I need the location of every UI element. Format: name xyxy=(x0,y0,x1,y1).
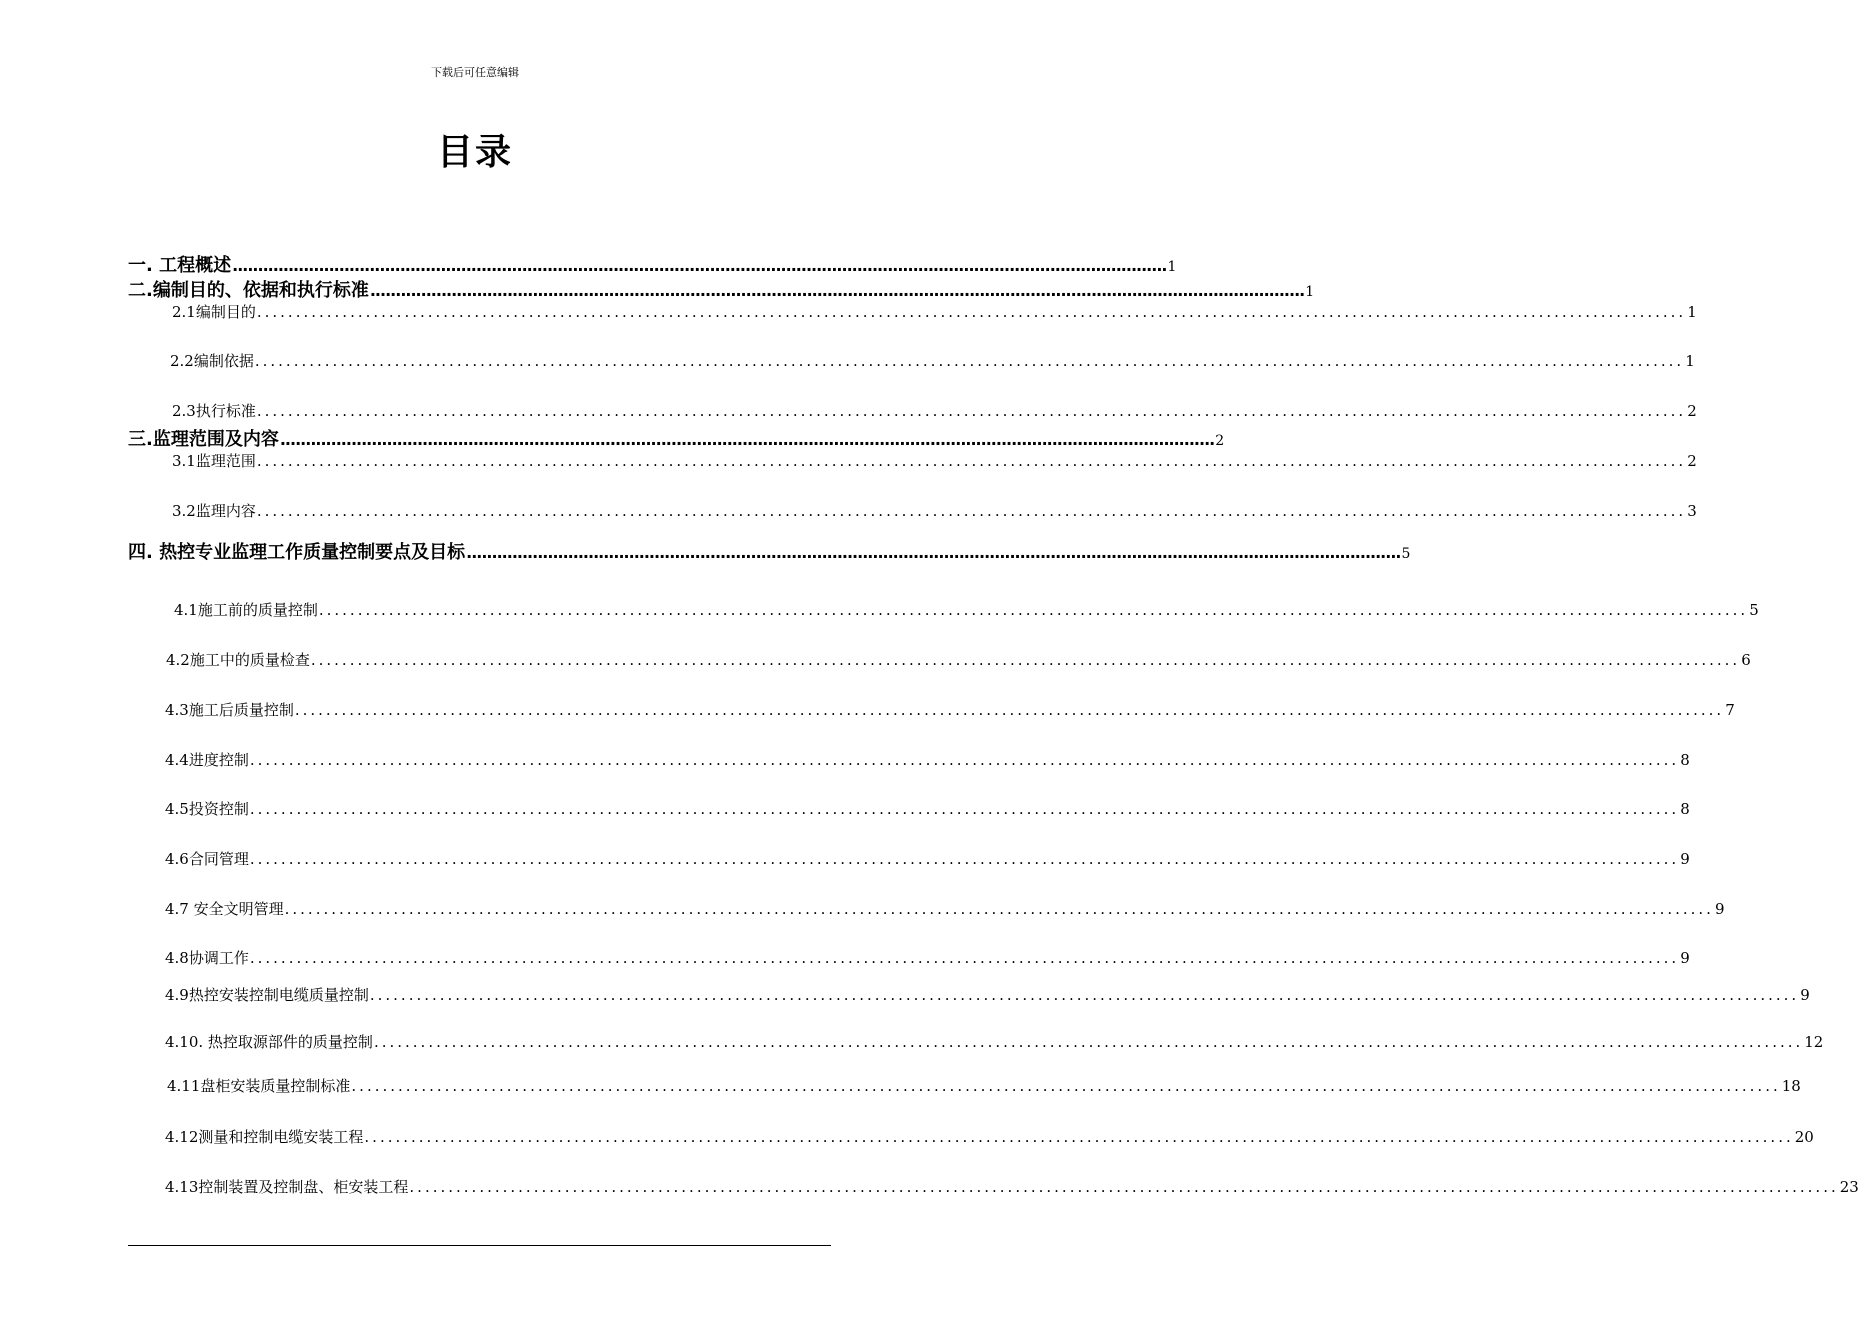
toc-entry-page: 18 xyxy=(1781,1077,1801,1095)
toc-entry[interactable] xyxy=(128,251,1177,276)
toc-entry[interactable] xyxy=(170,350,1695,372)
header-note: 下载后可任意编辑 xyxy=(431,66,519,79)
toc-entry-label: 4.9热控安装控制电缆质量控制 xyxy=(165,986,369,1004)
toc-entry-label: 4.1施工前的质量控制 xyxy=(174,601,318,619)
toc-entry-label: 4.11盘柜安装质量控制标准 xyxy=(167,1077,351,1095)
toc-leader-dots: ........................................................................................................................................................................................ xyxy=(373,1033,1804,1051)
toc-entry[interactable] xyxy=(167,1075,1801,1097)
toc-entry-page: 1 xyxy=(1167,259,1177,275)
toc-leader-dots: ........................................................................................................................................................................................ xyxy=(294,701,1725,719)
toc-entry[interactable] xyxy=(165,1176,1859,1198)
page-title: 目录 xyxy=(436,132,513,173)
toc-entry-label: 三.监理范围及内容 xyxy=(128,429,279,450)
toc-entry-label: 四. 热控专业监理工作质量控制要点及目标 xyxy=(128,542,466,563)
toc-leader-dots: ........................................................................................................................................................................................ xyxy=(256,402,1687,420)
toc-entry-label: 二.编制目的、依据和执行标准 xyxy=(128,280,369,301)
toc-entry[interactable] xyxy=(165,1126,1814,1148)
toc-entry-label: 4.13控制装置及控制盘、柜安装工程 xyxy=(165,1178,409,1196)
toc-entry-page: 9 xyxy=(1680,850,1690,868)
toc-leader-dots: ........................................................................................................................................................................................ xyxy=(369,281,1305,300)
toc-leader-dots: ........................................................................................................................................................................................ xyxy=(279,430,1215,449)
toc-entry-label: 一. 工程概述 xyxy=(128,255,232,276)
toc-entry-page: 8 xyxy=(1680,800,1690,818)
toc-entry-label: 4.5投资控制 xyxy=(165,800,249,818)
toc-entry-page: 8 xyxy=(1680,751,1690,769)
toc-entry[interactable] xyxy=(172,500,1697,522)
toc-leader-dots: ........................................................................................................................................................................................ xyxy=(256,452,1687,470)
toc-entry-page: 23 xyxy=(1839,1178,1859,1196)
toc-entry-label: 4.10. 热控取源部件的质量控制 xyxy=(165,1033,373,1051)
toc-entry[interactable] xyxy=(165,947,1690,969)
toc-entry[interactable] xyxy=(172,400,1697,422)
toc-entry[interactable] xyxy=(172,450,1697,472)
toc-entry-label: 4.7 安全文明管理 xyxy=(165,900,284,918)
toc-leader-dots: ........................................................................................................................................................................................ xyxy=(256,303,1687,321)
toc-entry[interactable] xyxy=(165,1031,1824,1053)
toc-entry-page: 3 xyxy=(1687,502,1697,520)
toc-entry-page: 12 xyxy=(1804,1033,1824,1051)
toc-entry-label: 2.3执行标准 xyxy=(172,402,256,420)
toc-entry-page: 2 xyxy=(1215,433,1225,449)
toc-leader-dots: ........................................................................................................................................................................................ xyxy=(364,1128,1794,1146)
toc-entry-label: 4.4进度控制 xyxy=(165,751,249,769)
toc-entry[interactable] xyxy=(165,749,1690,771)
toc-leader-dots: ........................................................................................................................................................................................ xyxy=(256,502,1687,520)
toc-entry[interactable] xyxy=(128,538,1411,563)
toc-entry-label: 2.1编制目的 xyxy=(172,303,256,321)
toc-entry-page: 9 xyxy=(1800,986,1810,1004)
toc-entry-page: 9 xyxy=(1680,949,1690,967)
toc-entry-label: 2.2编制依据 xyxy=(170,352,254,370)
toc-leader-dots: ........................................................................................................................................................................................ xyxy=(466,543,1401,562)
toc-leader-dots: ........................................................................................................................................................................................ xyxy=(351,1077,1781,1095)
toc-entry[interactable] xyxy=(128,276,1315,301)
toc-entry-label: 3.1监理范围 xyxy=(172,452,256,470)
toc-leader-dots: ........................................................................................................................................................................................ xyxy=(369,986,1800,1004)
toc-entry-page: 20 xyxy=(1794,1128,1814,1146)
toc-entry-page: 2 xyxy=(1687,402,1697,420)
toc-entry-page: 2 xyxy=(1687,452,1697,470)
toc-leader-dots: ........................................................................................................................................................................................ xyxy=(310,651,1741,669)
toc-entry[interactable] xyxy=(165,798,1690,820)
toc-entry-page: 5 xyxy=(1401,546,1411,562)
toc-entry[interactable] xyxy=(172,301,1697,323)
toc-leader-dots: ........................................................................................................................................................................................ xyxy=(254,352,1685,370)
toc-entry-label: 4.12测量和控制电缆安装工程 xyxy=(165,1128,364,1146)
toc-entry[interactable] xyxy=(128,425,1225,450)
toc-leader-dots: ........................................................................................................................................................................................ xyxy=(232,256,1167,275)
toc-leader-dots: ........................................................................................................................................................................................ xyxy=(249,949,1680,967)
toc-leader-dots: ........................................................................................................................................................................................ xyxy=(249,850,1680,868)
toc-entry[interactable] xyxy=(166,649,1751,671)
toc-leader-dots: ........................................................................................................................................................................................ xyxy=(318,601,1749,619)
toc-entry-label: 4.2施工中的质量检查 xyxy=(166,651,310,669)
toc-entry-label: 4.6合同管理 xyxy=(165,850,249,868)
toc-entry[interactable] xyxy=(165,984,1810,1006)
toc-entry[interactable] xyxy=(165,699,1735,721)
toc-leader-dots: ........................................................................................................................................................................................ xyxy=(249,751,1680,769)
toc-entry-page: 7 xyxy=(1725,701,1735,719)
toc-leader-dots: ........................................................................................................................................................................................ xyxy=(249,800,1680,818)
toc-leader-dots: ........................................................................................................................................................................................ xyxy=(409,1178,1839,1196)
toc-entry[interactable] xyxy=(165,898,1725,920)
toc-entry-page: 1 xyxy=(1687,303,1697,321)
toc-leader-dots: ........................................................................................................................................................................................ xyxy=(284,900,1714,918)
toc-entry-page: 1 xyxy=(1685,352,1695,370)
toc-entry-label: 4.3施工后质量控制 xyxy=(165,701,294,719)
footer-rule xyxy=(128,1245,831,1246)
toc-entry-page: 5 xyxy=(1749,601,1759,619)
toc-entry-label: 3.2监理内容 xyxy=(172,502,256,520)
toc-entry-page: 9 xyxy=(1714,900,1725,918)
toc-entry-page: 6 xyxy=(1741,651,1751,669)
toc-entry[interactable] xyxy=(174,599,1759,621)
toc-entry[interactable] xyxy=(165,848,1690,870)
toc-entry-page: 1 xyxy=(1305,284,1315,300)
toc-entry-label: 4.8协调工作 xyxy=(165,949,249,967)
